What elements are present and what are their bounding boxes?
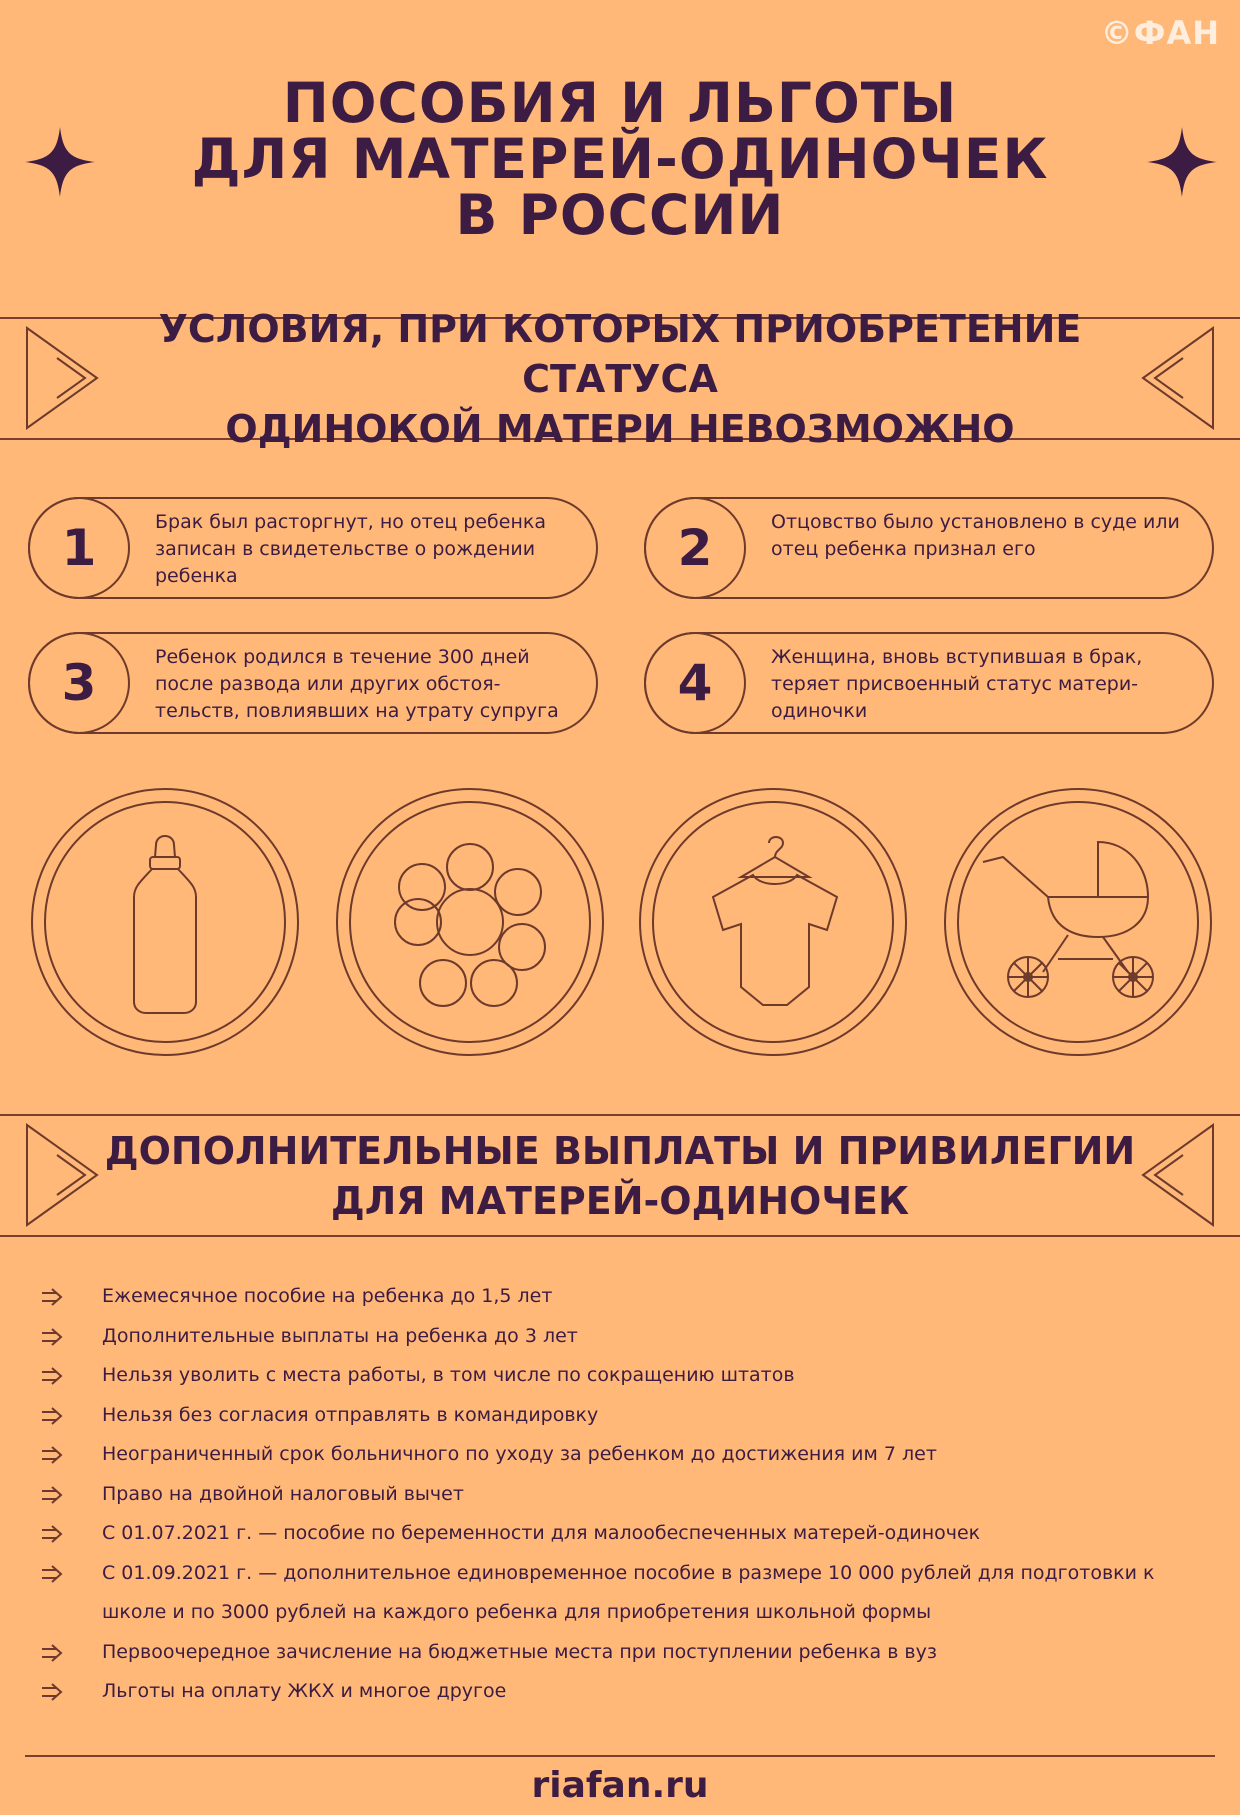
chevrons-left-icon bbox=[1138, 323, 1218, 433]
condition-number-4: 4 bbox=[644, 632, 746, 734]
benefit-text: Дополнительные выплаты на ребенка до 3 лет bbox=[102, 1324, 578, 1347]
benefit-text: С 01.07.2021 г. — пособие по беременности для малообеспеченных матерей-одиночек bbox=[102, 1522, 981, 1544]
arrow-right-icon bbox=[40, 1485, 64, 1505]
list-item bbox=[40, 1356, 1220, 1396]
list-item bbox=[40, 1435, 1220, 1475]
benefits-list bbox=[40, 1277, 1220, 1712]
list-item bbox=[40, 1633, 1220, 1673]
benefit-text: Неограниченный срок больничного по уходу за ребенком до достижения им 7 лет bbox=[102, 1443, 937, 1465]
section-benefits-banner bbox=[0, 1114, 1240, 1237]
section-conditions-line-1: УСЛОВИЯ, ПРИ КОТОРЫХ ПРИОБРЕТЕНИЕ СТАТУСА bbox=[158, 306, 1082, 401]
flower-icon bbox=[335, 787, 605, 1057]
arrow-right-icon bbox=[40, 1643, 64, 1663]
condition-text-4: Женщина, вновь вступившая в брак, теряет присвоенный статус матери-одиночки bbox=[771, 646, 1143, 722]
arrow-right-icon bbox=[40, 1366, 64, 1386]
footer-site-link[interactable]: riafan.ru bbox=[531, 1765, 709, 1806]
section-conditions-line-2: ОДИНОКОЙ МАТЕРИ НЕВОЗМОЖНО bbox=[225, 406, 1015, 451]
benefit-text: Нельзя без согласия отправлять в командировку bbox=[102, 1403, 599, 1426]
arrow-right-icon bbox=[40, 1327, 64, 1347]
list-item bbox=[40, 1554, 1220, 1633]
arrow-right-icon bbox=[40, 1682, 64, 1702]
benefit-text: Льготы на оплату ЖКХ и многое другое bbox=[102, 1680, 507, 1702]
condition-number-2: 2 bbox=[644, 497, 746, 599]
section-benefits-line-2: ДЛЯ МАТЕРЕЙ-ОДИНОЧЕК bbox=[330, 1178, 910, 1223]
stroller-icon bbox=[943, 787, 1213, 1057]
condition-card-2 bbox=[644, 497, 1214, 599]
condition-text-2: Отцовство было установлено в суде или отец ребенка признал его bbox=[771, 511, 1180, 560]
list-item bbox=[40, 1475, 1220, 1515]
condition-text-3: Ребенок родился в течение 300 дней после развода или других обстоя-тельств, повлиявших на утрату супруга bbox=[155, 646, 559, 722]
list-item bbox=[40, 1672, 1220, 1712]
list-item bbox=[40, 1396, 1220, 1436]
section-benefits-line-1: ДОПОЛНИТЕЛЬНЫЕ ВЫПЛАТЫ И ПРИВИЛЕГИИ bbox=[104, 1128, 1136, 1173]
list-item bbox=[40, 1277, 1220, 1317]
list-item bbox=[40, 1317, 1220, 1357]
chevrons-left-icon bbox=[1138, 1120, 1218, 1230]
baby-bottle-icon bbox=[30, 787, 300, 1057]
arrow-right-icon bbox=[40, 1564, 64, 1584]
watermark-logo: ©ФАН bbox=[1100, 14, 1220, 52]
benefit-text: Ежемесячное пособие на ребенка до 1,5 лет bbox=[102, 1285, 553, 1307]
page-title bbox=[0, 71, 1240, 247]
title-line-3: В РОССИИ bbox=[455, 183, 785, 247]
condition-card-1 bbox=[28, 497, 598, 599]
benefit-text: Нельзя уволить с места работы, в том числе по сокращению штатов bbox=[102, 1364, 795, 1386]
arrow-right-icon bbox=[40, 1287, 64, 1307]
condition-card-3 bbox=[28, 632, 598, 734]
arrow-right-icon bbox=[40, 1445, 64, 1465]
condition-number-1: 1 bbox=[28, 497, 130, 599]
benefit-text: Право на двойной налоговый вычет bbox=[102, 1482, 464, 1505]
condition-card-4 bbox=[644, 632, 1214, 734]
arrow-right-icon bbox=[40, 1406, 64, 1426]
section-conditions-banner bbox=[0, 306, 1240, 451]
benefit-text: С 01.09.2021 г. — дополнительное единовременное пособие в размере 10 000 рублей для подготовки к школе и по 3000 рублей на каждого ребенка для приобретения школьной формы bbox=[102, 1561, 1155, 1623]
condition-number-3: 3 bbox=[28, 632, 130, 734]
benefit-text: Первоочередное зачисление на бюджетные места при поступлении ребенка в вуз bbox=[102, 1640, 937, 1663]
list-item bbox=[40, 1514, 1220, 1554]
title-line-1: ПОСОБИЯ И ЛЬГОТЫ bbox=[282, 71, 958, 135]
section-benefits-title bbox=[90, 1116, 1150, 1235]
title-line-2: ДЛЯ МАТЕРЕЙ-ОДИНОЧЕК bbox=[191, 127, 1049, 191]
condition-text-1: Брак был расторгнут, но отец ребенка записан в свидетельстве о рождении ребенка bbox=[155, 511, 546, 587]
section-conditions-title bbox=[90, 306, 1150, 451]
bodysuit-on-hanger-icon bbox=[638, 787, 908, 1057]
arrow-right-icon bbox=[40, 1524, 64, 1544]
